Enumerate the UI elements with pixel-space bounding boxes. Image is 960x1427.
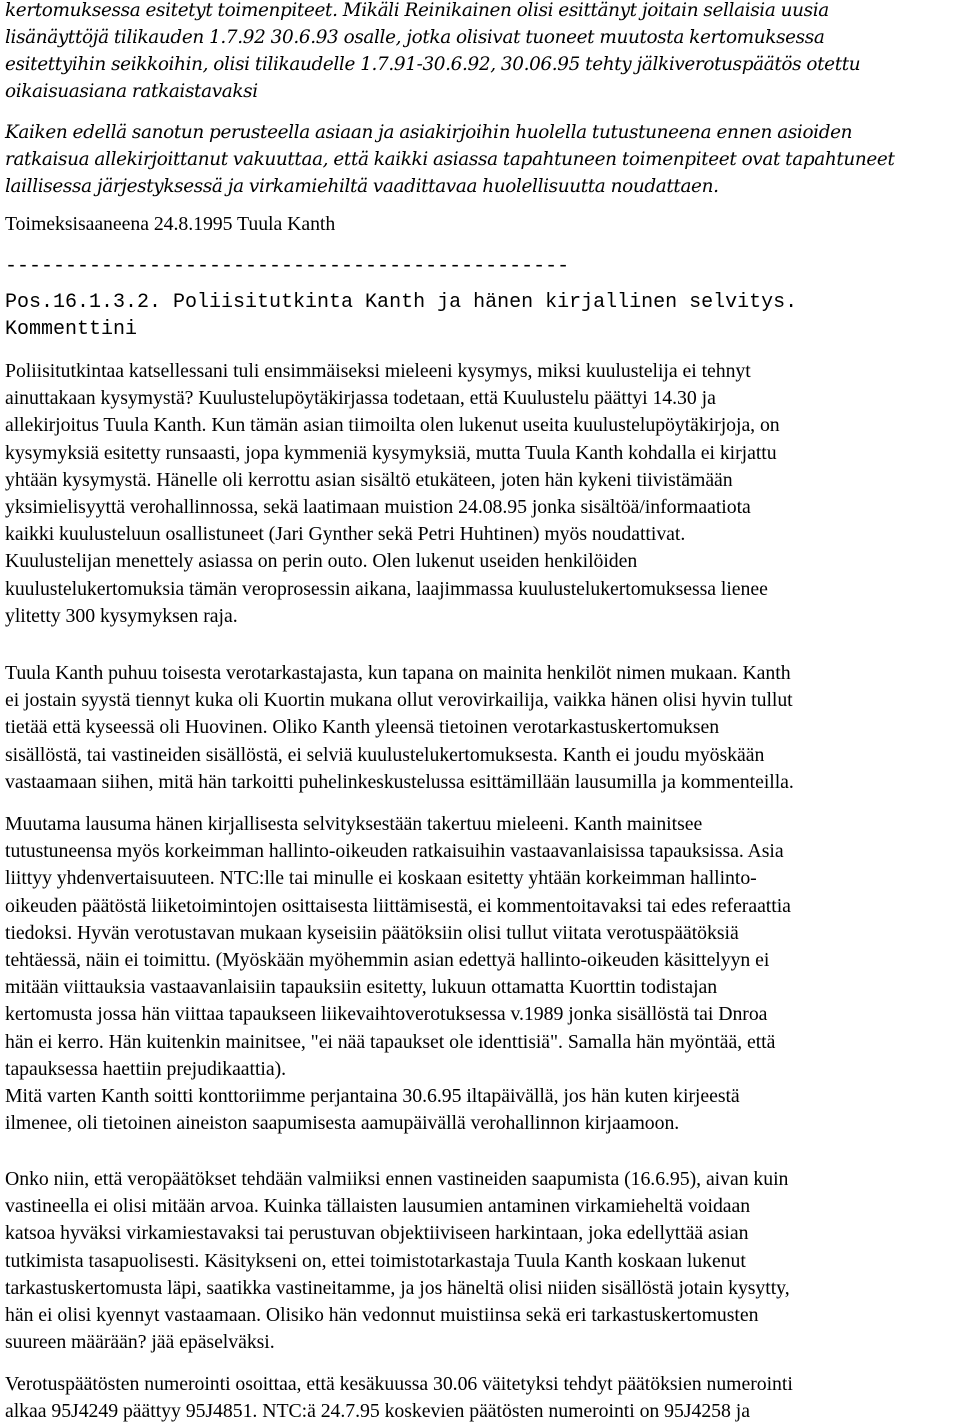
text-line: tutkimista tasapuolisesti. Käsitykseni on, ettei toimistotarkastaja Tuula Kanth koskaan lukenut — [5, 1249, 746, 1272]
text-line: yhtään kysymystä. Hänelle oli kerrottu asian sisältö etukäteen, joten hän kykeni tiivistämään — [5, 468, 733, 491]
text-line: liittyy yhdenvertaisuuteen. NTC:lle tai minulle ei koskaan esitetty yhtään korkeimman hallinto- — [5, 867, 757, 890]
text-line: kuulustelukertomuksia tämän veroprosessin aikana, laajimmassa kuulustelukertomuksessa lienee — [5, 577, 768, 600]
text-line: hän ei kerro. Hän kuitenkin mainitsee, "ei nää tapaukset ole identtisiä". Samalla hän myöntää, että — [5, 1030, 776, 1053]
text-line: suureen määrään? jää epäselväksi. — [5, 1331, 275, 1354]
signature-line — [5, 211, 335, 238]
text-line: Kuulustelijan menettely asiassa on perin outo. Olen lukenut useiden henkilöiden — [5, 550, 638, 573]
text-line: ei jostain syystä tiennyt kuka oli Kuortin mukana ollut verovirkailija, vaikka hänen olisi hyvin tullut — [5, 689, 793, 712]
text-line: Mitä varten Kanth soitti konttoriimme perjantaina 30.6.95 iltapäivällä, jos hän kuten kirjeestä — [5, 1085, 740, 1108]
text-line: Toimeksisaaneena 24.8.1995 Tuula Kanth — [5, 213, 336, 235]
text-line: hän ei olisi kyennyt vastaamaan. Olisiko hän vedonnut muistiinsa sekä eri tarkastuskertomusten — [5, 1304, 759, 1327]
text-line: ainuttakaan kysymystä? Kuulustelupöytäkirjassa todetaan, että Kuulustelu päättyi 14.30 ja — [5, 387, 716, 410]
text-line: ratkaisua allekirjoittanut vakuuttaa, että kaikki asiassa tapahtuneen toimenpiteet ovat tapahtuneet — [5, 149, 895, 170]
text-line: ylitetty 300 kysymyksen raja. — [5, 604, 238, 627]
text-line: kertomusta jossa hän viittaa tapaukseen liikevaihtoverotuksessa v.1989 jonka sisällöstä tai Dnroa — [5, 1003, 768, 1026]
section-heading — [5, 289, 797, 343]
text-line: mitään viittauksia vastaavanlaisiin tapauksiin esitetty, lukuun ottamatta Kuorttin todistajan — [5, 976, 718, 999]
text-line: oikaisuasiana ratkaistavaksi — [5, 81, 258, 102]
text-line: tarkastuskertomusta läpi, saatikka vastineitamme, ja jos häneltä olisi niiden sisällöstä jotain kysytty, — [5, 1276, 790, 1299]
text-line: kertomuksessa esitetyt toimenpiteet. Mikäli Reinikainen olisi esittänyt joitain sellaisia uusia — [5, 0, 829, 21]
separator-line — [5, 253, 569, 280]
paragraph-5 — [5, 1371, 793, 1425]
text-line: tapauksessa haettiin prejudikaattia). — [5, 1057, 287, 1080]
text-line: vastaamaan siihen, mitä hän tarkoitti puhelinkeskustelussa esittämillään lausumilla ja kommenteilla. — [5, 770, 794, 793]
text-line: Kaiken edellä sanotun perusteella asiaan ja asiakirjoihin huolella tutustuneena ennen asioiden — [5, 122, 853, 143]
paragraph-3 — [5, 811, 791, 1137]
text-line: Verotuspäätösten numerointi osoittaa, että kesäkuussa 30.06 väitetyksi tehdyt päätöksien numerointi — [5, 1373, 793, 1395]
text-line: tiedoksi. Hyvän verotustavan mukaan kyseisiin päätöksiin olisi tullut viitata verotuspäätöksiä — [5, 921, 739, 944]
text-line: sisällöstä, tai vastineiden sisällöstä, ei selviä kuulustelukertomuksesta. Kanth ei joudu myöskään — [5, 743, 765, 766]
text-line: oikeuden päätöstä liiketoimintojen osittaisesta liittämisestä, ei kommentoitavaksi tai edes referaattia — [5, 894, 791, 917]
text-line: tietää että kyseessä oli Huovinen. Oliko Kanth yleensä tietoinen verotarkastuskertomuksen — [5, 716, 720, 739]
intro-italic-paragraph — [5, 0, 860, 105]
closing-italic-paragraph — [5, 119, 895, 200]
text-line: Onko niin, että veropäätökset tehdään valmiiksi ennen vastineiden saapumista (16.6.95), aivan kuin — [5, 1168, 789, 1190]
heading-line: Pos.16.1.3.2. Poliisitutkinta Kanth ja hänen kirjallinen selvitys. — [5, 291, 798, 314]
text-line: kysymyksiä esitetty runsaasti, jopa kymmeniä kysymyksiä, mutta Tuula Kanth kohdalla ei kirjattu — [5, 441, 777, 464]
text-line: esitettyihin seikkoihin, olisi tilikaudelle 1.7.91-30.6.92, 30.06.95 tehty jälkiverotuspäätös otettu — [5, 54, 861, 75]
text-line: Tuula Kanth puhuu toisesta verotarkastajasta, kun tapana on mainita henkilöt nimen mukaan. Kanth — [5, 662, 791, 684]
text-line: ----------------------------------------------- — [5, 255, 570, 278]
heading-line: Kommenttini — [5, 318, 138, 341]
text-line: kaikki kuulusteluun osallistuneet (Jari Gynther sekä Petri Huhtinen) myös noudattivat. — [5, 523, 686, 546]
text-line: laillisessa järjestyksessä ja virkamiehiltä vaadittavaa huolellisuutta noudattaen. — [5, 176, 719, 197]
text-line: Poliisitutkintaa katsellessani tuli ensimmäiseksi mieleeni kysymys, miksi kuulustelija ei tehnyt — [5, 360, 751, 382]
paragraph-1 — [5, 358, 780, 630]
paragraph-2 — [5, 660, 794, 796]
text-line: ilmenee, oli tietoinen aineiston saapumisesta aamupäivällä verohallinnon kirjaamoon. — [5, 1112, 680, 1135]
text-line: tehtäessä, näin ei toimittu. (Myöskään myöhemmin asian edettyä hallinto-oikeuden käsittelyyn ei — [5, 949, 770, 972]
text-line: allekirjoitus Tuula Kanth. Kun tämän asian tiimoilta olen lukenut useita kuulustelupöytäkirjoja, on — [5, 414, 780, 437]
text-line: yksimielisyyttä verohallinnossa, sekä laatimaan muistion 24.08.95 jonka sisältöä/informaatiota — [5, 496, 751, 519]
text-line: Muutama lausuma hänen kirjallisesta selvityksestään takertuu mieleeni. Kanth mainitsee — [5, 813, 703, 835]
text-line: alkaa 95J4249 päättyy 95J4851. NTC:ä 24.7.95 koskevien päätösten numerointi on 95J4258 ja — [5, 1400, 750, 1423]
text-line: vastineella ei olisi mitään arvoa. Kuinka tällaisten lausumien antaminen virkamieheltä voidaan — [5, 1195, 751, 1218]
text-line: katsoa hyväksi virkamiestavaksi tai perustuvan objektiiviseen harkintaan, joka edellyttää asian — [5, 1222, 749, 1245]
paragraph-4 — [5, 1166, 790, 1356]
text-line: tutustuneensa myös korkeimman hallinto-oikeuden ratkaisuihin vastaavanlaisissa tapauksissa. Asia — [5, 840, 784, 863]
text-line: lisänäyttöjä tilikauden 1.7.92 30.6.93 osalle, jotka olisivat tuoneet muutosta kertomuksessa — [5, 27, 825, 48]
